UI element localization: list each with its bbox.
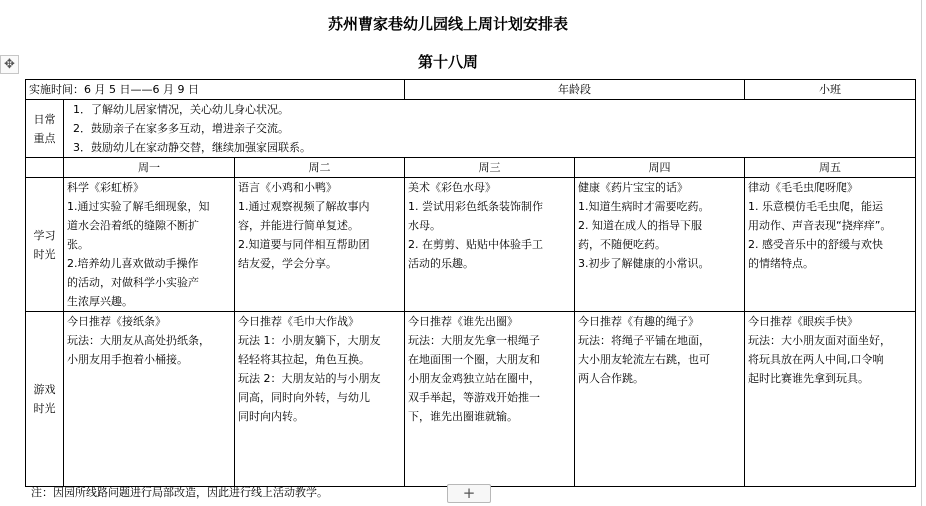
cell-line: 结友爱，学会分享。 [238,257,337,270]
cell-line: 2.培养幼儿喜欢做动手操作 [67,257,199,270]
games-cell-wed [405,312,575,487]
day-header: 周一 [64,158,235,178]
cell-line: 今日推荐《接纸条》 [67,315,166,328]
cell-line: 玩法：大小朋友面对面坐好， [748,334,892,347]
day-header: 周二 [235,158,405,178]
study-cell-tue [235,178,405,312]
games-cell-thu [575,312,745,487]
cell-line: 2. 感受音乐中的舒缓与欢快 [748,238,884,251]
cell-line: 活动的乐趣。 [408,257,475,270]
day-header: 周三 [405,158,575,178]
games-label-line: 游戏 [33,383,56,396]
cell-line: 轻轻将其拉起，角色互换。 [238,353,370,366]
period-text: 实施时间：6 月 5 日——6 月 9 日 [29,83,199,96]
study-cell-fri [745,178,916,312]
cell-line: 药，不随便吃药。 [578,238,667,251]
cell-line: 同时向内转。 [238,410,304,423]
day-header: 周四 [575,158,745,178]
cell-line: 下，谁先出圈谁就输。 [408,410,519,423]
cell-line: 将玩具放在两人中间,口令响 [748,353,884,366]
cell-line: 小朋友金鸡独立站在圈中， [408,372,541,385]
goal-item: 1．了解幼儿居家情况，关心幼儿身心状况。 [73,103,289,116]
cell-line: 2. 在剪剪、贴贴中体验手工 [408,238,544,251]
grade-label: 年龄段 [558,83,592,96]
corner-cell [26,158,64,178]
cell-line: 今日推荐《眼疾手快》 [748,315,859,328]
cell-line: 玩法：将绳子平铺在地面， [578,334,711,347]
move-arrows-icon: ✥ [4,57,15,72]
document-title: 苏州曹家巷幼儿园线上周计划安排表 [327,15,568,33]
goals-content-cell [64,100,916,158]
cell-line: 玩法 2：大朋友站的与小朋友 [238,372,381,385]
games-label-line: 时光 [33,402,56,415]
cell-line: 的活动，对做科学小实验产 [67,276,199,289]
footnote: 注：因园所线路问题进行局部改造，因此进行线上活动教学。 [31,486,328,499]
cell-line: 容，并能进行简单复述。 [238,219,359,232]
cell-line: 同高，同时向外转，与幼儿 [238,391,370,404]
grade-value: 小班 [819,83,842,96]
cell-line: 美术《彩色水母》 [408,181,497,194]
cell-line: 今日推荐《谁先出圈》 [408,315,519,328]
cell-line: 科学《彩虹桥》 [67,181,144,194]
cell-line: 1.通过观察视频了解故事内 [238,200,370,213]
grade-label-cell [405,80,745,100]
cell-line: 语言《小鸡和小鸭》 [238,181,337,194]
grade-value-cell [745,80,916,100]
cell-line: 1. 乐意模仿毛毛虫爬，能运 [748,200,884,213]
goals-row [26,100,916,158]
weekly-plan-table [25,79,916,487]
cell-line: 小朋友用手抱着小桶接。 [67,353,188,366]
cell-line: 3.初步了解健康的小常识。 [578,257,710,270]
games-cell-fri [745,312,916,487]
cell-line: 1. 尝试用彩色纸条装饰制作 [408,200,544,213]
study-label-line: 学习 [33,228,56,242]
study-label-cell [26,178,64,312]
page-edge [921,0,922,506]
goals-label-line: 日常 [33,112,56,126]
cell-line: 起时比赛谁先拿到玩具。 [748,372,870,385]
cell-line: 2.知道要与同伴相互帮助团 [238,238,370,251]
cell-line: 大小朋友轮流左右跳，也可 [578,353,711,366]
goal-item: 3．鼓励幼儿在家动静交替，继续加强家园联系。 [73,141,311,154]
cell-line: 玩法：大朋友先拿一根绳子 [408,334,541,347]
cell-line: 2. 知道在成人的指导下服 [578,219,703,232]
goals-label-line: 重点 [33,131,56,145]
cell-line: 两人合作跳。 [578,372,645,385]
document-subtitle: 第十八周 [417,53,478,71]
cell-line: 道水会沿着纸的缝隙不断扩 [67,219,199,232]
cell-line: 1.通过实验了解毛细现象，知 [67,200,210,213]
games-row [26,312,916,487]
games-cell-mon [64,312,235,487]
cell-line: 生浓厚兴趣。 [67,295,133,308]
cell-line: 律动《毛毛虫爬呀爬》 [748,181,859,194]
cell-line: 用动作、声音表现“挠痒痒”。 [748,219,892,232]
games-label-cell [26,312,64,487]
goals-label-cell [26,100,64,158]
day-header: 周五 [745,158,916,178]
goal-item: 2．鼓励亲子在家多多互动，增进亲子交流。 [73,122,289,135]
cell-line: 的情绪特点。 [748,257,815,270]
cell-line: 在地面围一个圈，大朋友和 [408,353,541,366]
study-cell-mon [64,178,235,312]
cell-line: 张。 [67,238,89,251]
cell-line: 健康《药片宝宝的话》 [578,181,689,194]
cell-line: 玩法 1：小朋友躺下，大朋友 [238,334,381,347]
cell-line: 1.知道生病时才需要吃药。 [578,200,710,213]
cell-line: 今日推荐《毛巾大作战》 [238,315,359,328]
study-label-line: 时光 [33,247,56,261]
days-header-row [26,158,916,178]
cell-line: 玩法：大朋友从高处扔纸条， [67,334,210,347]
study-cell-thu [575,178,745,312]
cell-line: 今日推荐《有趣的绳子》 [578,315,700,328]
cell-line: 双手举起，等游戏开始推一 [408,391,541,404]
games-cell-tue [235,312,405,487]
add-row-button[interactable] [447,484,491,503]
study-cell-wed [405,178,575,312]
study-row [26,178,916,312]
cell-line: 水母。 [408,219,442,232]
period-cell [26,80,405,100]
info-row [26,80,916,100]
plus-icon: + [462,484,476,502]
